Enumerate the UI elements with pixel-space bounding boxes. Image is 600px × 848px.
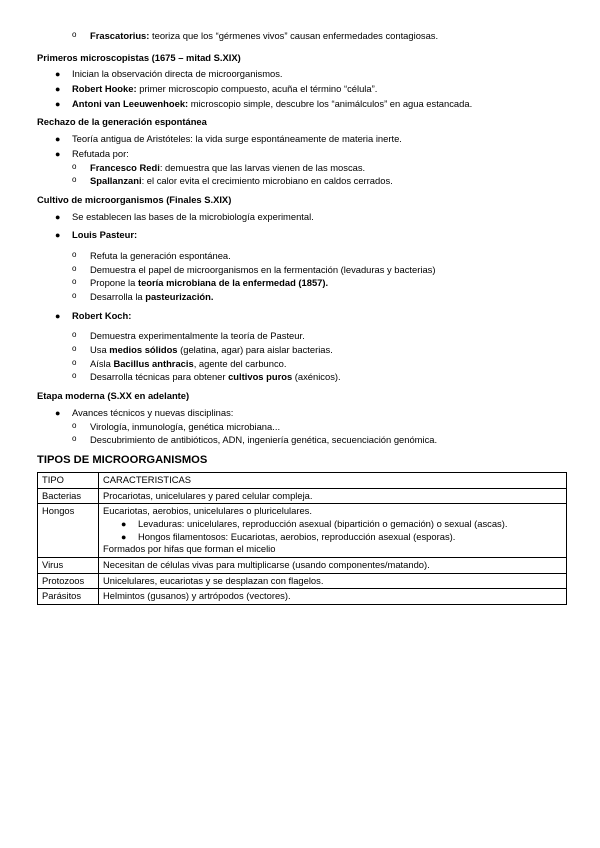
- list-item: o Descubrimiento de antibióticos, ADN, ingeniería genética, secuenciación genómica.: [72, 434, 438, 446]
- characteristics-cell: [99, 504, 567, 558]
- section-heading: Rechazo de la generación espontánea: [37, 116, 207, 128]
- type-cell: Protozoos: [38, 573, 99, 589]
- characteristics-cell: Procariotas, unicelulares y pared celular compleja.: [99, 488, 567, 504]
- table-row: [38, 558, 567, 574]
- column-header-type: TIPO: [38, 472, 99, 488]
- list-item: o Virología, inmunología, genética microbiana...: [72, 420, 281, 432]
- bullet-icon: ●: [55, 230, 61, 241]
- sub-list: [37, 250, 567, 304]
- list-item: ● Robert Hooke: primer microscopio compuesto, acuña el término “célula”.: [55, 83, 378, 95]
- characteristics-cell: Unicelulares, eucariotas y se desplazan con flagelos.: [99, 573, 567, 589]
- list-item: o Francesco Redi: demuestra que las larvas vienen de las moscas.: [72, 161, 366, 173]
- list-item: ● Teoría antigua de Aristóteles: la vida surge espontáneamente de materia inerte.: [55, 133, 402, 145]
- circle-bullet-icon: o: [72, 420, 77, 430]
- circle-bullet-icon: o: [72, 291, 77, 300]
- list-item: o Desarrolla la pasteurización.: [72, 291, 214, 302]
- list-item: ● Se establecen las bases de la microbiología experimental.: [55, 210, 314, 222]
- cell-text: Formados por hifas que forman el micelio: [103, 543, 276, 555]
- sub-list: [37, 421, 567, 447]
- bullet-icon: ●: [55, 310, 61, 321]
- table-row: [38, 488, 567, 504]
- list-item: o Spallanzani: el calor evita el crecimiento microbiano en caldos cerrados.: [72, 175, 393, 187]
- list-item: o Propone la teoría microbiana de la enfermedad (1857).: [72, 277, 329, 289]
- bullet-icon: ●: [55, 211, 61, 222]
- list-item: ● Hongos filamentosos: Eucariotas, aerobios, reproducción asexual (esporas).: [121, 530, 456, 542]
- bullet-icon: ●: [121, 531, 127, 542]
- list-item: ● Antoni van Leeuwenhoek: microscopio simple, descubre los “animálculos” en agua estancada.: [55, 97, 473, 109]
- circle-bullet-icon: o: [72, 434, 77, 444]
- section-list: [37, 133, 567, 188]
- table-header-row: [38, 472, 567, 488]
- circle-bullet-icon: o: [72, 357, 77, 367]
- characteristics-cell: Necesitan de células vivas para multiplicarse (usando componentes/matando).: [99, 558, 567, 574]
- type-cell: Bacterias: [38, 488, 99, 504]
- list-item: o Demuestra experimentalmente la teoría de Pasteur.: [72, 330, 305, 342]
- circle-bullet-icon: o: [72, 263, 77, 273]
- section-heading: Cultivo de microorganismos (Finales S.XIX): [37, 193, 232, 205]
- bullet-icon: ●: [55, 69, 61, 80]
- circle-bullet-icon: o: [72, 371, 77, 381]
- document-content: [37, 29, 567, 605]
- list-item: o Refuta la generación espontánea.: [72, 249, 231, 261]
- types-heading: TIPOS DE MICROORGANISMOS: [37, 453, 208, 466]
- bullet-icon: ●: [55, 148, 61, 159]
- bullet-icon: ●: [55, 407, 61, 418]
- circle-bullet-icon: o: [72, 277, 77, 287]
- table-row: [38, 504, 567, 558]
- section-heading: Primeros microscopistas (1675 – mitad S.XIX): [37, 51, 241, 63]
- list-item: ● Louis Pasteur: o Refuta la generación espontánea. o Demuestra el papel de microorganismos en la fermentación (levaduras y bacterias) o Propone la teoría microbiana de la enfermedad (1857). o Desarrolla la pasteurización.: [37, 229, 567, 303]
- section-list: [37, 407, 567, 447]
- circle-bullet-icon: o: [72, 344, 77, 354]
- list-item: ● Avances técnicos y nuevas disciplinas: o Virología, inmunología, genética microbiana... o Descubrimiento de antibióticos, ADN, ingeniería genética, secuenciación genómica.: [37, 407, 567, 447]
- section-list: [37, 68, 567, 110]
- circle-bullet-icon: o: [72, 249, 77, 259]
- list-item: ● Robert Koch: o Demuestra experimentalmente la teoría de Pasteur. o Usa medios sólidos (gelatina, agar) para aislar bacterias. o Aísla Bacillus anthracis, agente del carbunco. o Desarrolla técnicas para obtener cultivos puros (axénicos).: [37, 310, 567, 384]
- type-cell: Virus: [38, 558, 99, 574]
- circle-bullet-icon: o: [72, 30, 77, 39]
- section-heading: Etapa moderna (S.XX en adelante): [37, 390, 190, 402]
- list-item: o Demuestra el papel de microorganismos en la fermentación (levaduras y bacterias): [72, 263, 436, 275]
- list-item: ● Inician la observación directa de microorganismos.: [55, 68, 283, 80]
- table-row: [38, 573, 567, 589]
- list-item: ● Refutada por: o Francesco Redi: demuestra que las larvas vienen de las moscas. o Spallanzani: el calor evita el crecimiento microbiano en caldos cerrados.: [37, 148, 567, 188]
- type-cell: Parásitos: [38, 589, 99, 605]
- sub-list: [37, 330, 567, 384]
- characteristics-cell: Helmintos (gusanos) y artrópodos (vectores).: [99, 589, 567, 605]
- cell-list: [103, 518, 562, 543]
- type-cell: Hongos: [38, 504, 99, 558]
- bullet-icon: ●: [121, 519, 127, 530]
- circle-bullet-icon: o: [72, 330, 77, 340]
- bullet-icon: ●: [55, 98, 61, 109]
- microorganism-types-table: [37, 472, 567, 605]
- list-item: o Frascatorius: teoriza que los “gérmenes vivos” causan enfermedades contagiosas.: [72, 30, 439, 41]
- sub-list: [37, 162, 567, 188]
- circle-bullet-icon: o: [72, 161, 77, 171]
- column-header-characteristics: CARACTERISTICAS: [99, 472, 567, 488]
- cell-text: Eucariotas, aerobios, unicelulares o pluricelulares.: [103, 505, 312, 517]
- intro-list: [37, 30, 567, 43]
- bullet-icon: ●: [55, 134, 61, 145]
- list-item: ● Levaduras: unicelulares, reproducción asexual (bipartición o gemación) o sexual (ascas).: [121, 518, 508, 530]
- list-item: o Usa medios sólidos (gelatina, agar) para aislar bacterias.: [72, 344, 333, 356]
- bullet-icon: ●: [55, 84, 61, 95]
- circle-bullet-icon: o: [72, 175, 77, 185]
- list-item: o Desarrolla técnicas para obtener cultivos puros (axénicos).: [72, 371, 341, 383]
- section-list: [37, 211, 567, 385]
- table-row: [38, 589, 567, 605]
- list-item: o Aísla Bacillus anthracis, agente del carbunco.: [72, 357, 287, 369]
